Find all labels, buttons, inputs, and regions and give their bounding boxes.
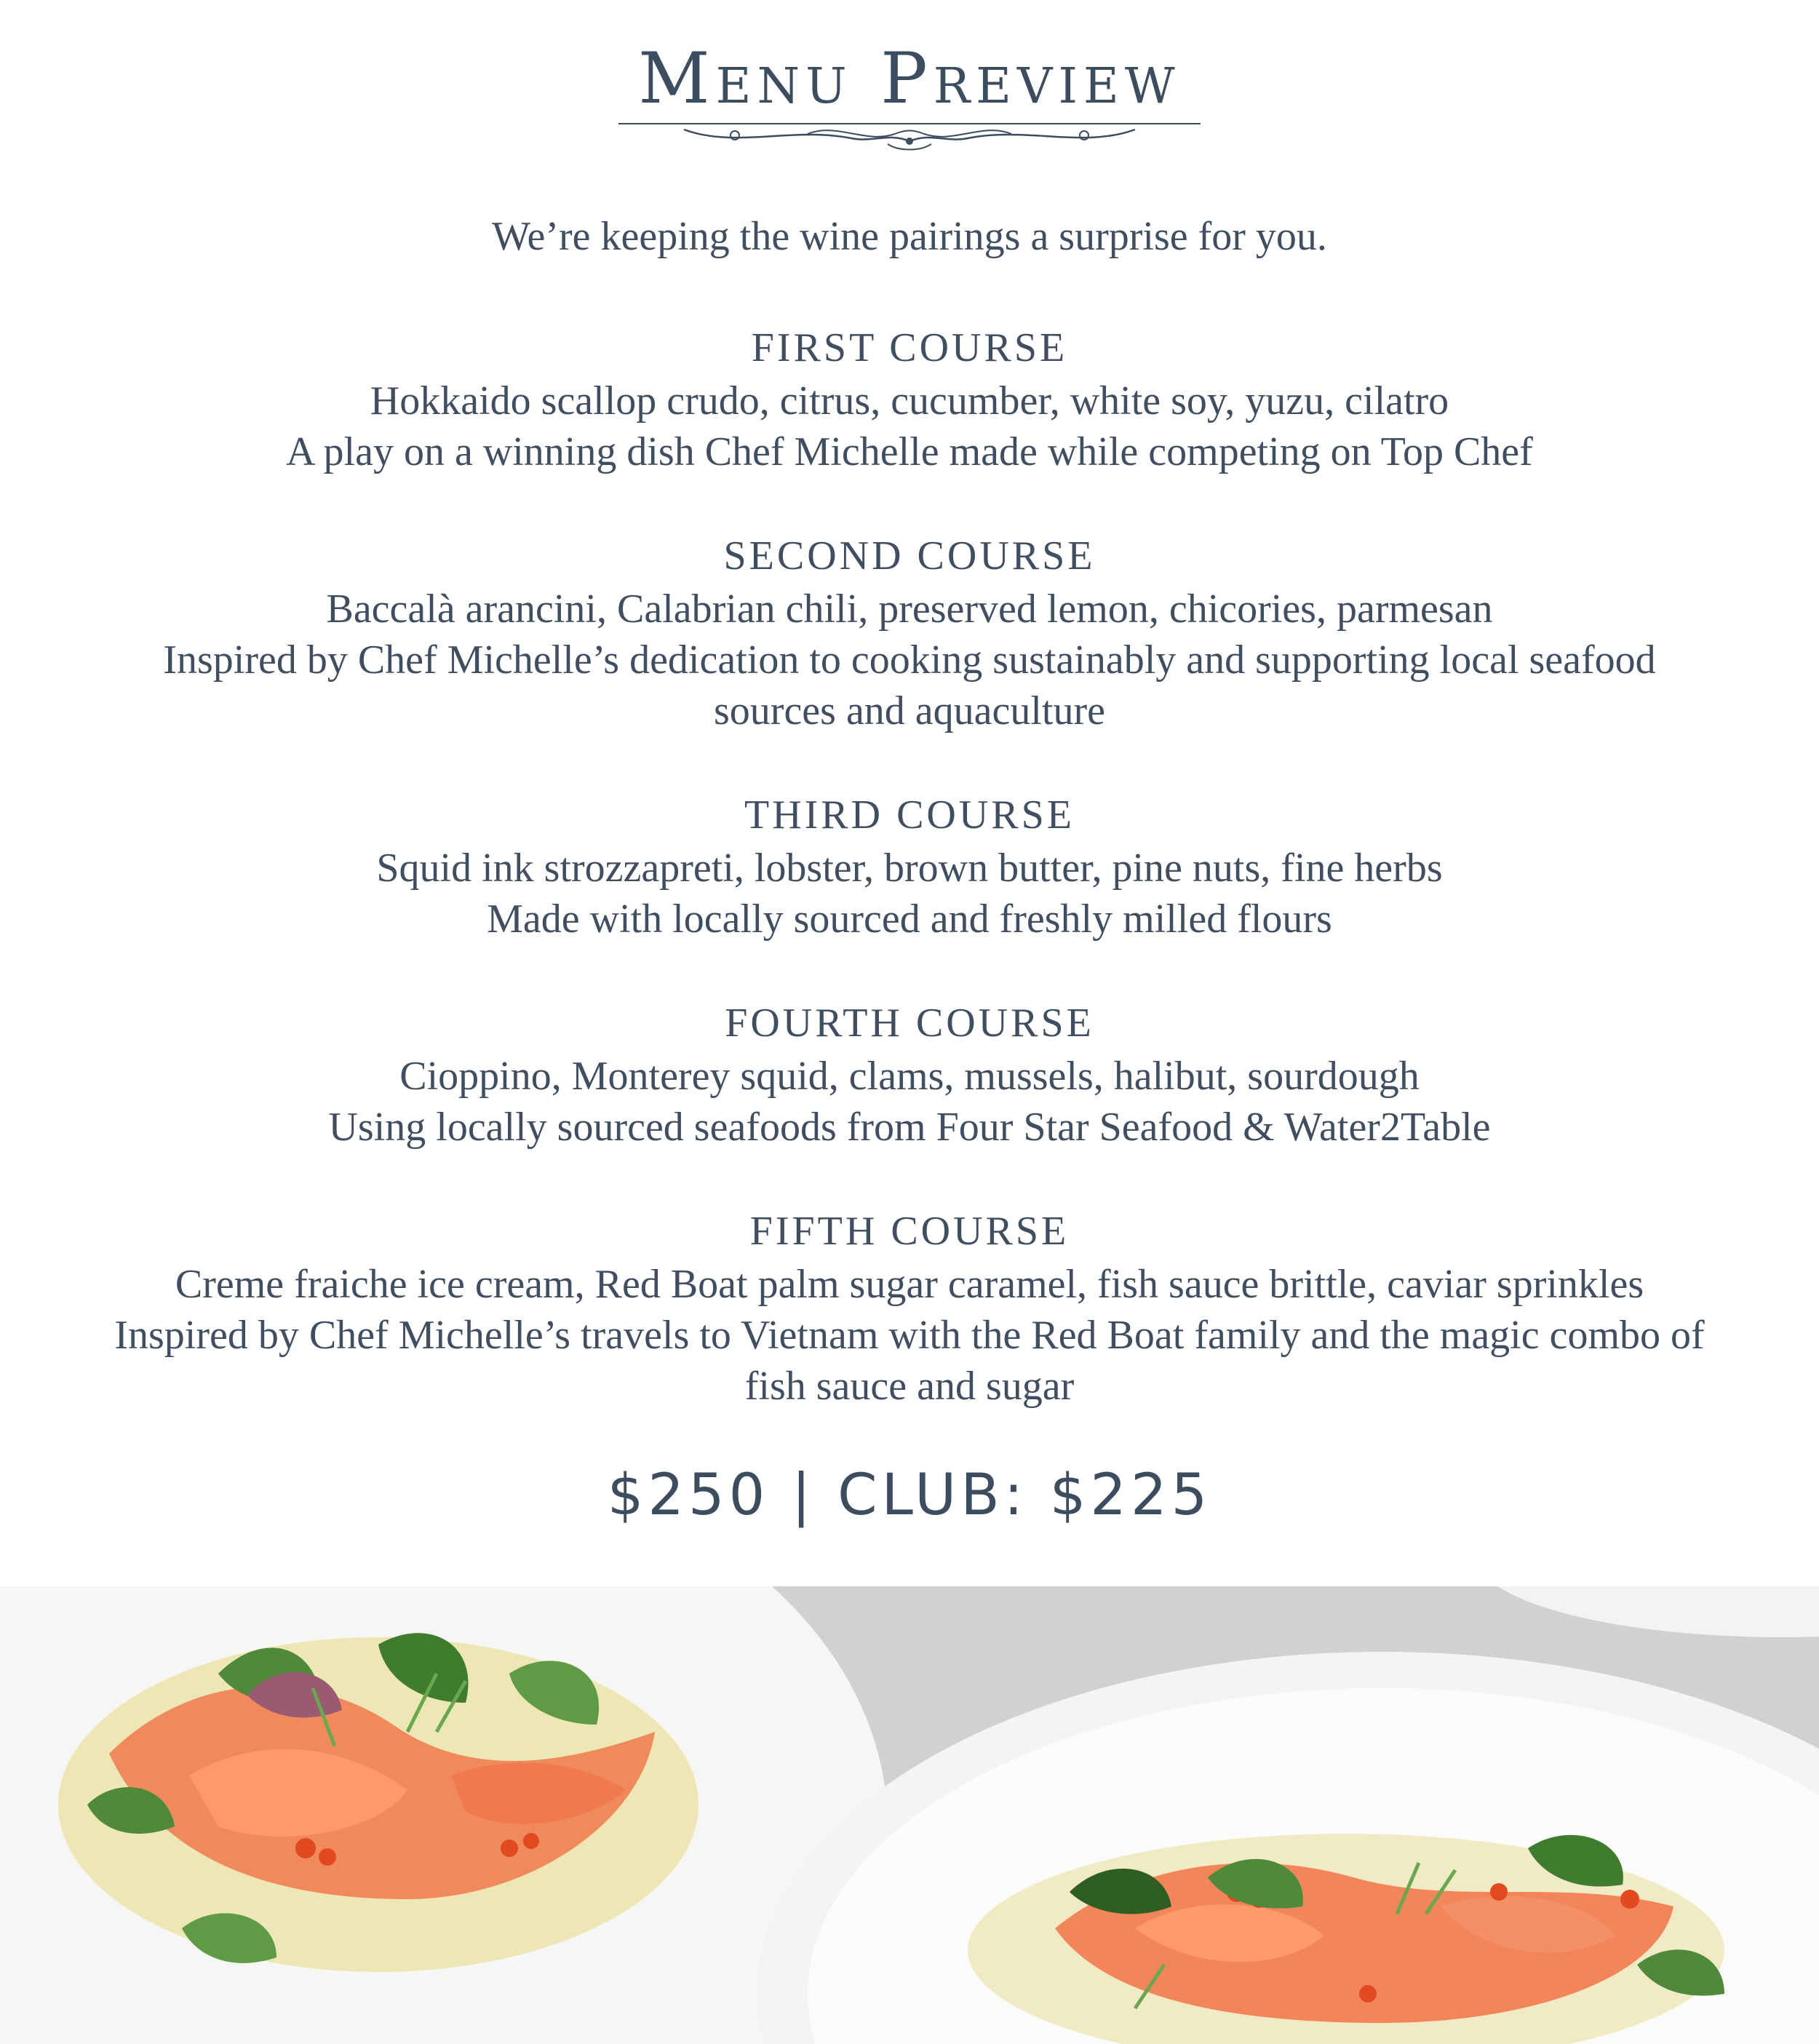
course-title: FIRST COURSE	[751, 325, 1068, 370]
course-list	[109, 320, 1710, 1463]
flourish-ornament-icon	[618, 119, 1201, 153]
course-first	[109, 320, 1710, 477]
course-note: Using locally sourced seafoods from Four Star Seafood & Water2Table	[328, 1105, 1491, 1150]
course-note: A play on a winning dish Chef Michelle made while competing on Top Chef	[286, 429, 1533, 474]
course-dish: Squid ink strozzapreti, lobster, brown butter, pine nuts, fine herbs	[376, 846, 1443, 891]
course-note: Made with locally sourced and freshly milled flours	[487, 896, 1332, 942]
course-title: SECOND COURSE	[723, 533, 1096, 578]
menu-header	[0, 38, 1819, 153]
course-dish: Creme fraiche ice cream, Red Boat palm sugar caramel, fish sauce brittle, caviar sprinkles	[175, 1262, 1644, 1307]
food-photo	[0, 1586, 1819, 2044]
course-dish: Hokkaido scallop crudo, citrus, cucumber, white soy, yuzu, cilatro	[370, 378, 1449, 423]
course-dish: Baccalà arancini, Calabrian chili, preserved lemon, chicories, parmesan	[326, 586, 1493, 632]
page-title: Menu Preview	[638, 38, 1181, 119]
plated-crudo-image	[0, 1586, 1819, 2044]
intro-text: We’re keeping the wine pairings a surprise for you.	[492, 214, 1327, 259]
course-third	[109, 787, 1710, 945]
course-fourth	[109, 995, 1710, 1153]
course-second	[109, 528, 1710, 736]
course-fifth	[109, 1204, 1710, 1412]
course-dish: Cioppino, Monterey squid, clams, mussels, halibut, sourdough	[399, 1054, 1420, 1099]
course-title: FOURTH COURSE	[725, 1001, 1094, 1046]
course-note: Inspired by Chef Michelle’s travels to Vietnam with the Red Boat family and the magic combo of fish sauce and sugar	[114, 1313, 1705, 1409]
course-title: THIRD COURSE	[744, 792, 1075, 838]
course-title: FIFTH COURSE	[749, 1209, 1070, 1254]
price-line: $250 | CLUB: $225	[607, 1463, 1212, 1528]
course-note: Inspired by Chef Michelle’s dedication to cooking sustainably and supporting local seafood sources and aquaculture	[163, 637, 1656, 733]
